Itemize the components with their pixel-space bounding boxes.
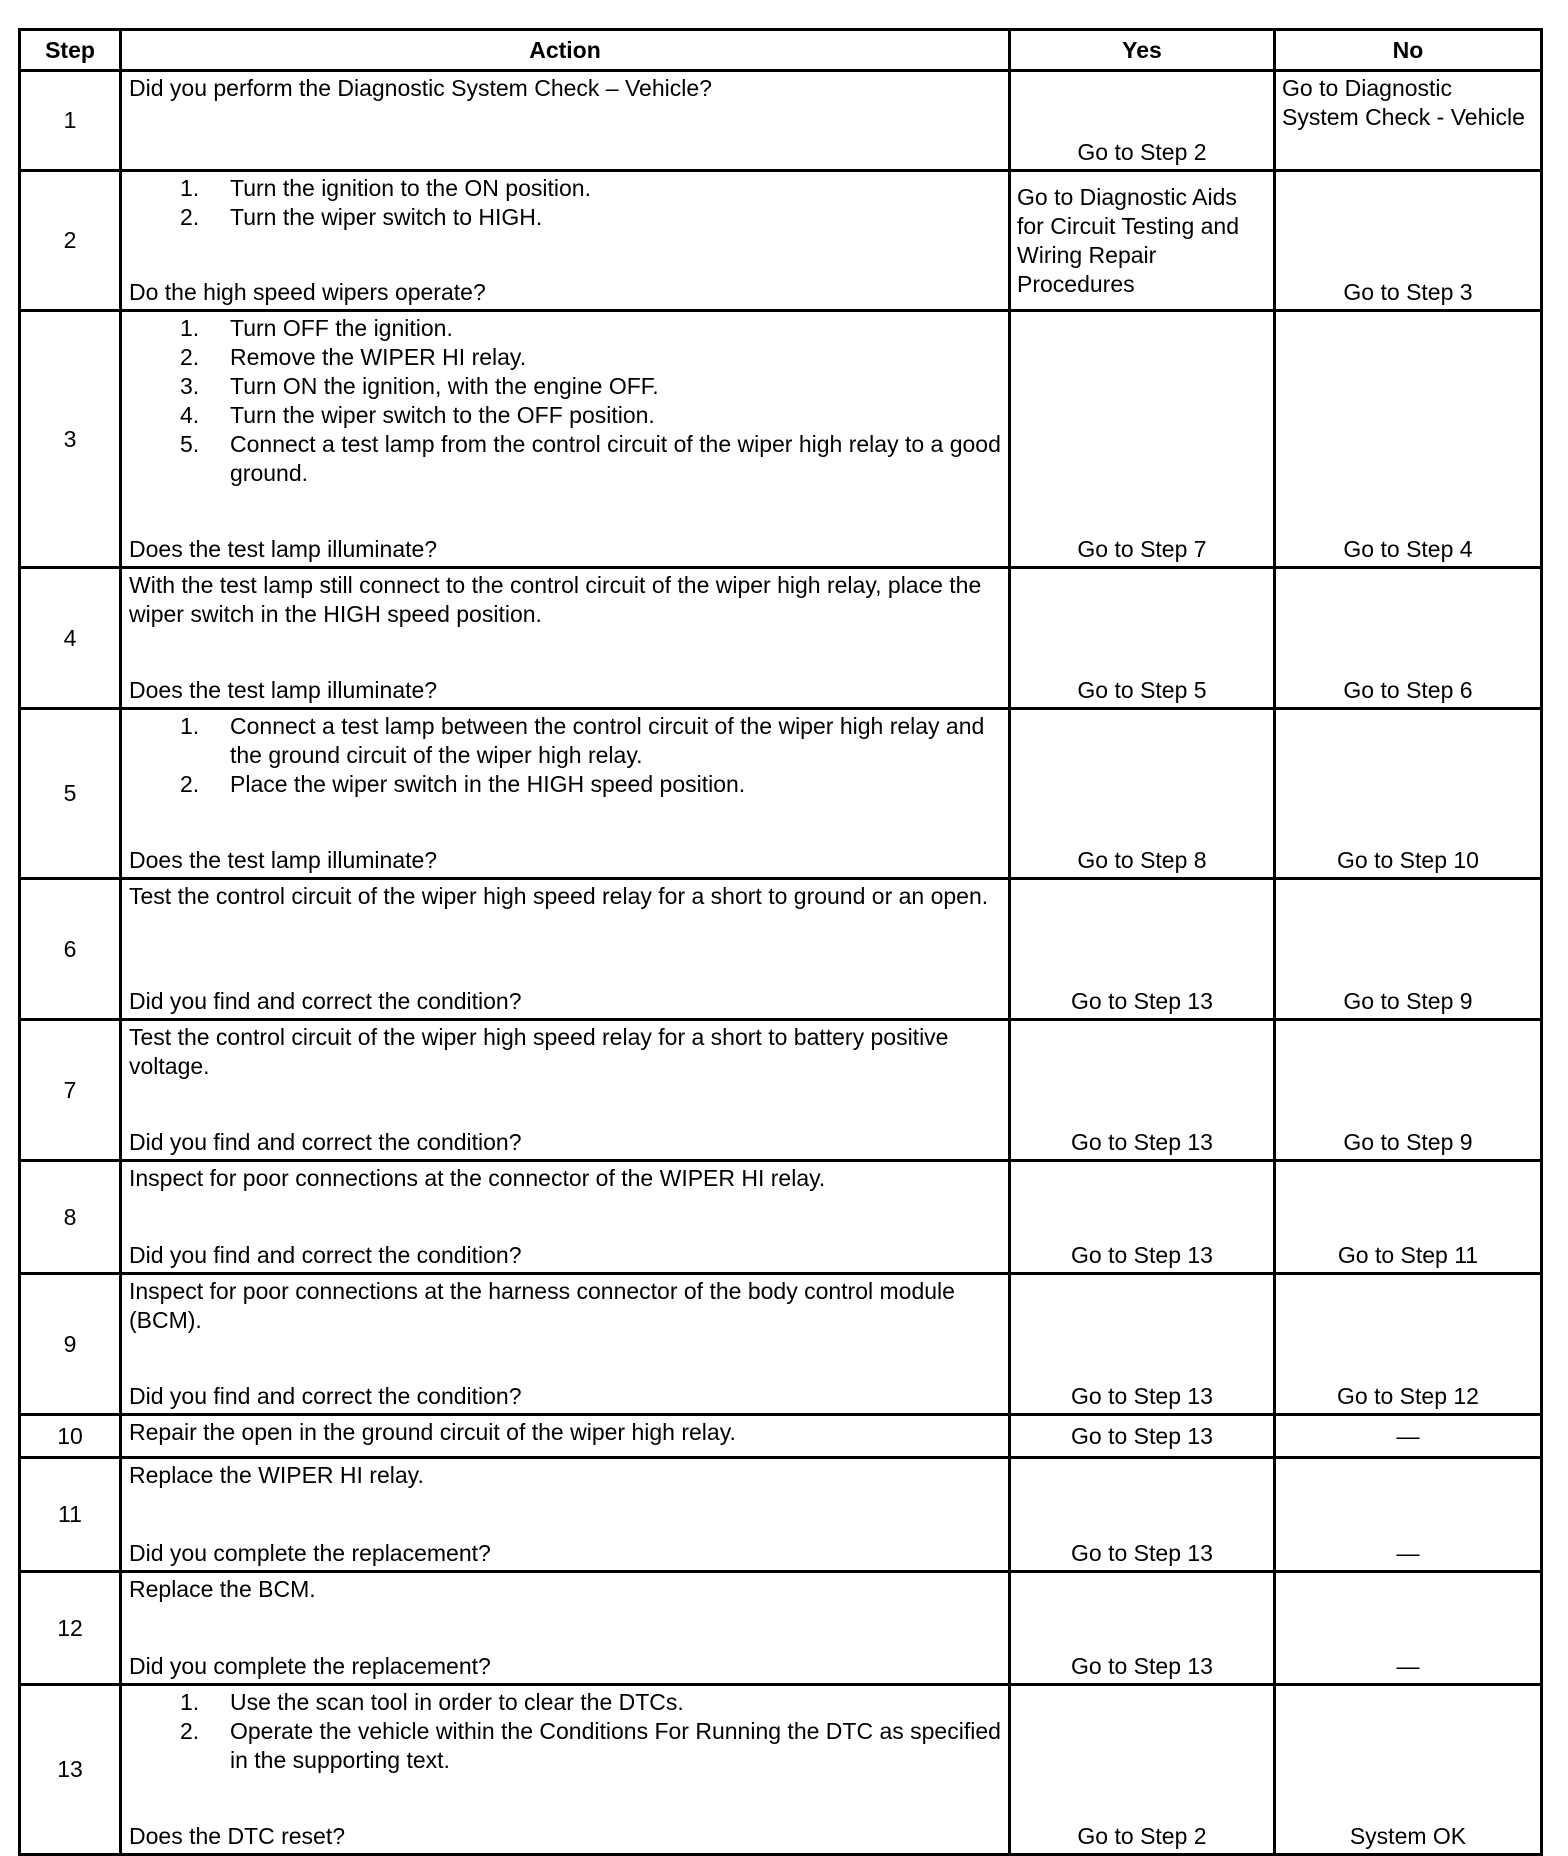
action-cell [121, 1415, 1010, 1458]
yes-cell [1010, 171, 1275, 311]
yes-cell [1010, 1685, 1275, 1855]
diagnostic-table-container [18, 28, 1543, 1856]
step-number: 9 [20, 1274, 121, 1415]
yes-cell [1010, 1020, 1275, 1161]
action-cell [121, 879, 1010, 1020]
step-number: 4 [20, 568, 121, 709]
list-item [129, 401, 1004, 430]
no-cell [1275, 879, 1542, 1020]
no-action-text: Go to Step 3 [1343, 279, 1473, 305]
step-number: 1 [20, 71, 121, 171]
yes-cell [1010, 311, 1275, 568]
list-item-number: 1. [180, 1689, 200, 1715]
action-question: Did you find and correct the condition? [129, 1242, 522, 1268]
action-content [122, 880, 1008, 1018]
action-question: Did you complete the replacement? [129, 1653, 491, 1679]
yes-action-link [1011, 1573, 1273, 1683]
step-number: 5 [20, 709, 121, 879]
action-cell [121, 311, 1010, 568]
list-item [129, 770, 1004, 799]
action-content [122, 1573, 1008, 1683]
no-action-link [1276, 1416, 1540, 1456]
action-instructions [129, 712, 1004, 799]
step-number: 10 [20, 1415, 121, 1458]
table-body [20, 71, 1542, 1855]
list-item-number: 2. [180, 1718, 200, 1744]
action-text: Replace the WIPER HI relay. [129, 1462, 424, 1488]
no-action-link [1276, 312, 1540, 566]
action-cell [121, 171, 1010, 311]
list-item [129, 203, 1004, 232]
no-action-link [1276, 1021, 1540, 1159]
list-item-number: 5. [180, 431, 200, 457]
yes-action-link [1011, 1275, 1273, 1413]
yes-action-text: Go to Step 5 [1077, 677, 1207, 703]
no-cell [1275, 1415, 1542, 1458]
action-question: Does the test lamp illuminate? [129, 847, 438, 873]
yes-action-link [1011, 1416, 1273, 1456]
no-cell [1275, 709, 1542, 879]
no-action-text: — [1396, 1422, 1420, 1449]
list-item-number: 1. [180, 713, 200, 739]
action-question: Did you find and correct the condition? [129, 1129, 522, 1155]
step-number: 12 [20, 1572, 121, 1685]
no-action-text: Go to Step 9 [1343, 988, 1473, 1014]
list-item [129, 314, 1004, 343]
yes-action-text: Go to Step 13 [1071, 1540, 1213, 1566]
no-action-text: Go to Step 6 [1343, 677, 1473, 703]
list-item-number: 1. [180, 315, 200, 341]
list-item-text: Place the wiper switch in the HIGH speed position. [230, 771, 746, 797]
no-cell [1275, 171, 1542, 311]
action-question: Did you complete the replacement? [129, 1540, 491, 1566]
yes-action-link [1011, 72, 1273, 169]
no-action-link [1276, 710, 1540, 877]
yes-action-text: Go to Step 13 [1071, 1129, 1213, 1155]
action-content [122, 1275, 1008, 1413]
yes-action-text: Go to Step 13 [1071, 988, 1213, 1014]
list-item-text: Turn the wiper switch to HIGH. [230, 204, 543, 230]
action-cell [121, 1020, 1010, 1161]
yes-action-link [1011, 569, 1273, 707]
action-content [122, 312, 1008, 566]
action-content [122, 569, 1008, 707]
action-content [122, 1021, 1008, 1159]
no-cell [1275, 1458, 1542, 1572]
action-content [122, 72, 1008, 169]
column-header-action: Action [121, 30, 1010, 71]
action-question: Did you find and correct the condition? [129, 988, 522, 1014]
list-item [129, 1717, 1004, 1775]
list-item-text: Turn the wiper switch to the OFF position. [230, 402, 655, 428]
no-action-text: Go to Step 9 [1343, 1129, 1473, 1155]
yes-action-link [1011, 172, 1273, 309]
instruction-list [129, 1688, 1004, 1775]
no-action-link [1276, 1459, 1540, 1570]
step-number: 2 [20, 171, 121, 311]
yes-action-text: Go to Step 13 [1071, 1422, 1213, 1449]
action-instructions [129, 1277, 1004, 1335]
yes-action-text: Go to Step 2 [1077, 1823, 1207, 1849]
yes-action-link [1011, 880, 1273, 1018]
list-item [129, 174, 1004, 203]
table-row [20, 709, 1542, 879]
action-text: Test the control circuit of the wiper high speed relay for a short to battery positive voltage. [129, 1024, 949, 1079]
step-number: 6 [20, 879, 121, 1020]
yes-action-link [1011, 710, 1273, 877]
action-instructions [129, 1461, 1004, 1490]
action-text: Did you perform the Diagnostic System Check – Vehicle? [129, 75, 712, 101]
yes-cell [1010, 1572, 1275, 1685]
action-content [122, 1459, 1008, 1570]
action-cell [121, 709, 1010, 879]
table-row [20, 1415, 1542, 1458]
action-question: Does the test lamp illuminate? [129, 677, 438, 703]
action-instructions [129, 174, 1004, 232]
action-text: With the test lamp still connect to the control circuit of the wiper high relay, place the wiper switch in the HIGH speed position. [129, 572, 982, 627]
column-header-yes: Yes [1010, 30, 1275, 71]
table-row [20, 1274, 1542, 1415]
yes-action-text: Go to Step 13 [1071, 1653, 1213, 1679]
no-cell [1275, 71, 1542, 171]
action-instructions [129, 74, 1004, 103]
action-cell [121, 1685, 1010, 1855]
yes-action-text: Go to Diagnostic Aids for Circuit Testing and Wiring Repair Procedures [1017, 183, 1240, 297]
list-item-number: 2. [180, 204, 200, 230]
no-cell [1275, 1020, 1542, 1161]
list-item [129, 1688, 1004, 1717]
action-instructions [129, 1164, 1004, 1193]
no-cell [1275, 568, 1542, 709]
list-item-text: Connect a test lamp between the control circuit of the wiper high relay and the ground circuit of the wiper high relay. [230, 713, 985, 768]
yes-cell [1010, 709, 1275, 879]
yes-cell [1010, 568, 1275, 709]
list-item-number: 1. [180, 175, 200, 201]
no-action-link [1276, 172, 1540, 309]
list-item-text: Connect a test lamp from the control circuit of the wiper high relay to a good ground. [230, 431, 1001, 486]
step-number: 8 [20, 1161, 121, 1274]
list-item-text: Turn the ignition to the ON position. [230, 175, 591, 201]
yes-action-text: Go to Step 7 [1077, 536, 1207, 562]
list-item-number: 3. [180, 373, 200, 399]
list-item-text: Remove the WIPER HI relay. [230, 344, 527, 370]
list-item [129, 430, 1004, 488]
action-cell [121, 1274, 1010, 1415]
no-action-link [1276, 1275, 1540, 1413]
action-instructions [129, 1688, 1004, 1775]
action-question: Did you find and correct the condition? [129, 1383, 522, 1409]
action-content [122, 172, 1008, 309]
step-number: 7 [20, 1020, 121, 1161]
list-item [129, 372, 1004, 401]
table-row [20, 879, 1542, 1020]
action-instructions [129, 314, 1004, 488]
no-action-text: Go to Step 4 [1343, 536, 1473, 562]
action-content [122, 1162, 1008, 1272]
instruction-list [129, 174, 1004, 232]
list-item-text: Turn OFF the ignition. [230, 315, 453, 341]
action-instructions [129, 882, 1004, 911]
action-content [122, 710, 1008, 877]
yes-action-link [1011, 1459, 1273, 1570]
no-action-text: Go to Step 12 [1337, 1383, 1479, 1409]
instruction-list [129, 314, 1004, 488]
action-text: Repair the open in the ground circuit of the wiper high relay. [129, 1419, 736, 1445]
no-action-link [1276, 569, 1540, 707]
no-action-link [1276, 1686, 1540, 1853]
no-action-text: Go to Step 10 [1337, 847, 1479, 873]
action-cell [121, 1458, 1010, 1572]
action-cell [121, 1572, 1010, 1685]
yes-action-text: Go to Step 13 [1071, 1242, 1213, 1268]
no-action-text: System OK [1349, 1823, 1467, 1849]
no-action-text: — [1396, 1540, 1420, 1566]
yes-cell [1010, 1161, 1275, 1274]
yes-action-text: Go to Step 13 [1071, 1383, 1213, 1409]
no-action-link [1276, 1162, 1540, 1272]
instruction-list [129, 712, 1004, 799]
yes-action-link [1011, 312, 1273, 566]
no-action-text: — [1396, 1653, 1420, 1679]
list-item-text: Use the scan tool in order to clear the DTCs. [230, 1689, 684, 1715]
yes-action-text: Go to Step 8 [1077, 847, 1207, 873]
list-item-text: Operate the vehicle within the Conditions For Running the DTC as specified in the supporting text. [230, 1718, 1001, 1773]
action-instructions [129, 571, 1004, 629]
action-cell [121, 71, 1010, 171]
action-instructions [129, 1023, 1004, 1081]
table-row [20, 1161, 1542, 1274]
no-cell [1275, 1161, 1542, 1274]
yes-cell [1010, 1458, 1275, 1572]
no-cell [1275, 1685, 1542, 1855]
step-number: 13 [20, 1685, 121, 1855]
table-row [20, 171, 1542, 311]
action-cell [121, 1161, 1010, 1274]
action-instructions [129, 1575, 1004, 1604]
column-header-step: Step [20, 30, 121, 71]
action-text: Test the control circuit of the wiper high speed relay for a short to ground or an open. [129, 883, 989, 909]
table-row [20, 71, 1542, 171]
list-item [129, 712, 1004, 770]
no-action-link [1276, 72, 1540, 169]
step-number: 3 [20, 311, 121, 568]
action-text: Inspect for poor connections at the harness connector of the body control module (BCM). [129, 1278, 955, 1333]
action-question: Do the high speed wipers operate? [129, 279, 486, 305]
table-row [20, 1020, 1542, 1161]
list-item-number: 2. [180, 344, 200, 370]
table-row [20, 1458, 1542, 1572]
table-row [20, 1685, 1542, 1855]
action-question: Does the test lamp illuminate? [129, 536, 438, 562]
table-row [20, 1572, 1542, 1685]
no-cell [1275, 1572, 1542, 1685]
column-header-no: No [1275, 30, 1542, 71]
diagnostic-table [18, 28, 1543, 1856]
action-instructions [129, 1418, 1004, 1447]
table-row [20, 568, 1542, 709]
no-action-link [1276, 880, 1540, 1018]
step-number: 11 [20, 1458, 121, 1572]
list-item-number: 4. [180, 402, 200, 428]
yes-cell [1010, 71, 1275, 171]
no-cell [1275, 1274, 1542, 1415]
no-action-text: Go to Diagnostic System Check - Vehicle [1282, 75, 1525, 130]
yes-action-link [1011, 1162, 1273, 1272]
no-action-text: Go to Step 11 [1337, 1242, 1479, 1268]
yes-cell [1010, 1415, 1275, 1458]
action-question: Does the DTC reset? [129, 1823, 346, 1849]
yes-cell [1010, 879, 1275, 1020]
yes-action-text: Go to Step 2 [1077, 139, 1207, 165]
action-text: Inspect for poor connections at the connector of the WIPER HI relay. [129, 1165, 826, 1191]
list-item-number: 2. [180, 771, 200, 797]
yes-action-link [1011, 1021, 1273, 1159]
action-content [122, 1686, 1008, 1853]
list-item-text: Turn ON the ignition, with the engine OFF. [230, 373, 659, 399]
yes-cell [1010, 1274, 1275, 1415]
list-item [129, 343, 1004, 372]
table-header-row [20, 30, 1542, 71]
action-text: Replace the BCM. [129, 1576, 316, 1602]
yes-action-link [1011, 1686, 1273, 1853]
action-content [122, 1416, 1008, 1456]
table-row [20, 311, 1542, 568]
action-cell [121, 568, 1010, 709]
no-cell [1275, 311, 1542, 568]
no-action-link [1276, 1573, 1540, 1683]
